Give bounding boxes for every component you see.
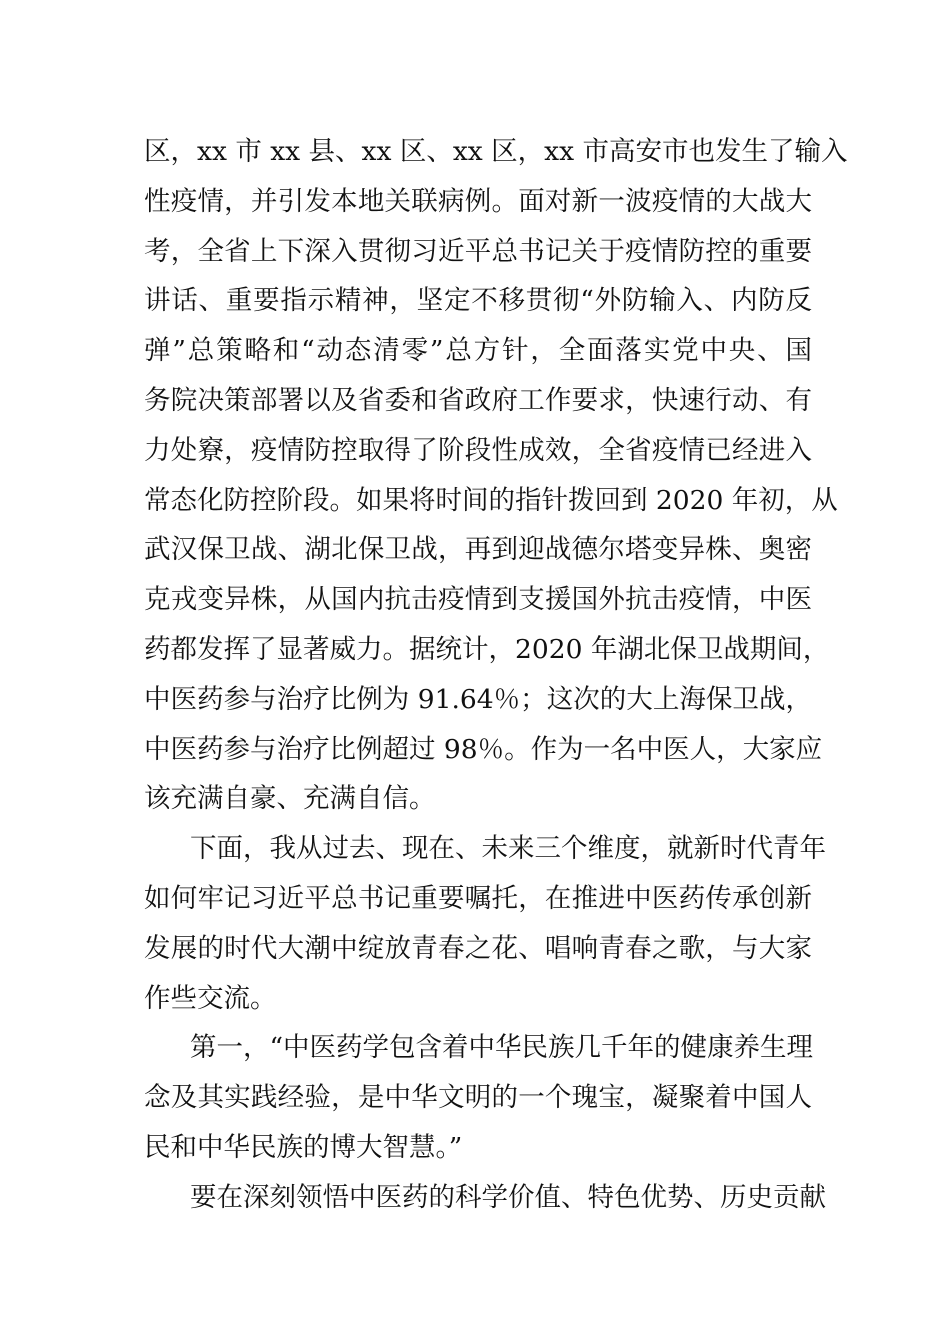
text-line: 如何牢记习近平总书记重要嘱托，在推进中医药传承创新	[144, 882, 812, 914]
paragraph-first-line: 第一，“中医药学包含着中华民族几千年的健康养生理	[190, 1032, 814, 1064]
text-line: 区，xx 市 xx 县、xx 区、xx 区，xx 市高安市也发生了输入	[144, 136, 848, 167]
text-line: 力处竂，疫情防控取得了阶段性成效，全省疫情已经进入	[144, 434, 812, 466]
text-line: 该充满自豪、充满自信。	[144, 783, 436, 815]
text-line: 常态化防控阶段。如果将时间的指针拨回到 2020 年初，从	[144, 484, 838, 516]
text-line: 药都发挥了显著威力。据统计，2020 年湖北保卫战期间，	[144, 633, 830, 665]
text-line: 民和中华民族的博大智慧。”	[144, 1131, 463, 1163]
document-body-text	[144, 127, 848, 1223]
paragraph-first-line: 下面，我从过去、现在、未来三个维度，就新时代青年	[190, 833, 826, 865]
text-line: 讲话、重要指示精神，坚定不移贯彻“外防输入、内防反	[144, 285, 812, 317]
text-line: 弹”总策略和“动态清零”总方针，全面落实党中央、国	[144, 335, 812, 367]
text-line: 作些交流。	[144, 982, 277, 1014]
text-line: 中医药参与治疗比例为 91.64％；这次的大上海保卫战，	[144, 683, 812, 715]
text-line: 发展的时代大潮中绽放青春之花、唱响青春之歌，与大家	[144, 932, 812, 964]
paragraph-first-line: 要在深刻领悟中医药的科学价值、特色优势、历史贡献	[190, 1181, 826, 1213]
text-line: 武汉保卫战、湖北保卫战，再到迎战德尔塔变异株、奥密	[144, 534, 812, 566]
text-line: 考，全省上下深入贯彻习近平总书记关于疫情防控的重要	[144, 235, 812, 267]
text-line: 中医药参与治疗比例超过 98％。作为一名中医人，大家应	[144, 733, 823, 765]
text-line: 性疫情，并引发本地关联病例。面对新一波疫情的大战大	[144, 185, 812, 217]
text-line: 克戎变异株，从国内抗击疫情到支援国外抗击疫情，中医	[144, 584, 812, 616]
text-line: 念及其实践经验，是中华文明的一个瑰宝，凝聚着中国人	[144, 1082, 812, 1114]
text-line: 务院决策部署以及省委和省政府工作要求，快速行动、有	[144, 384, 812, 416]
